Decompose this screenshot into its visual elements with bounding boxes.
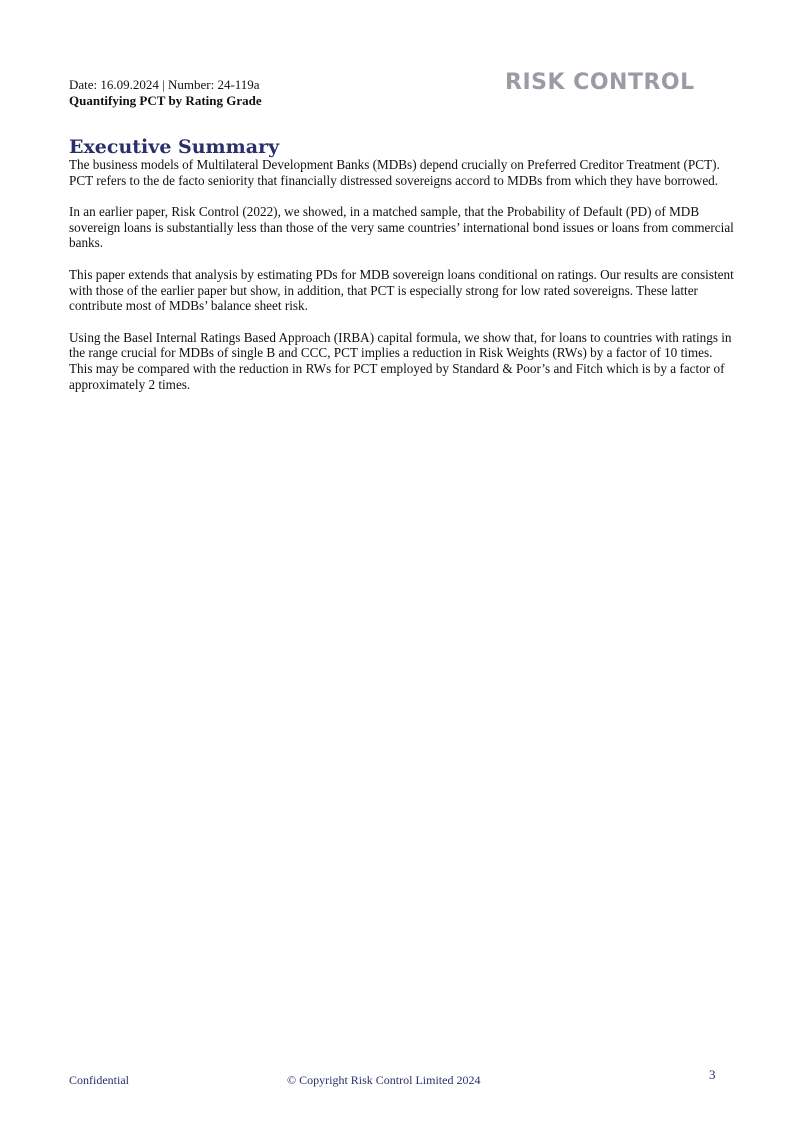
executive-summary-body [69,157,737,408]
footer-confidential: Confidential [69,1073,129,1087]
document-header [69,77,262,109]
page-number: 3 [709,1067,716,1082]
document-subtitle: Quantifying PCT by Rating Grade [69,93,262,108]
section-title: Executive Summary [69,136,280,158]
paragraph-2: In an earlier paper, Risk Control (2022), we showed, in a matched sample, that the Probability of Default (PD) of MDB sovereign loans is substantially less than those of the very same countries’ international bond issues or loans from commercial banks. [69,204,734,251]
paragraph-1: The business models of Multilateral Development Banks (MDBs) depend crucially on Preferred Creditor Treatment (PCT). PCT refers to the de facto seniority that financially distressed sovereigns accord to MDBs from which they have borrowed. [69,157,720,188]
paragraph-4: Using the Basel Internal Ratings Based Approach (IRBA) capital formula, we show that, for loans to countries with ratings in the range crucial for MDBs of single B and CCC, PCT implies a reduction in Risk Weights (RWs) by a factor of 10 times. This may be compared with the reduction in RWs for PCT employed by Standard & Poor’s and Fitch which is by a factor of approximately 2 times. [69,329,732,392]
risk-control-logo: RISK CONTROL [505,70,695,95]
paragraph-3: This paper extends that analysis by estimating PDs for MDB sovereign loans conditional on ratings. Our results are consistent with those of the earlier paper but show, in addition, that PCT is especially strong for low rated sovereigns. These latter contribute most of MDBs’ balance sheet risk. [69,266,734,314]
footer-copyright: © Copyright Risk Control Limited 2024 [287,1073,481,1087]
date-number-line: Date: 16.09.2024 | Number: 24-119a [69,77,260,92]
